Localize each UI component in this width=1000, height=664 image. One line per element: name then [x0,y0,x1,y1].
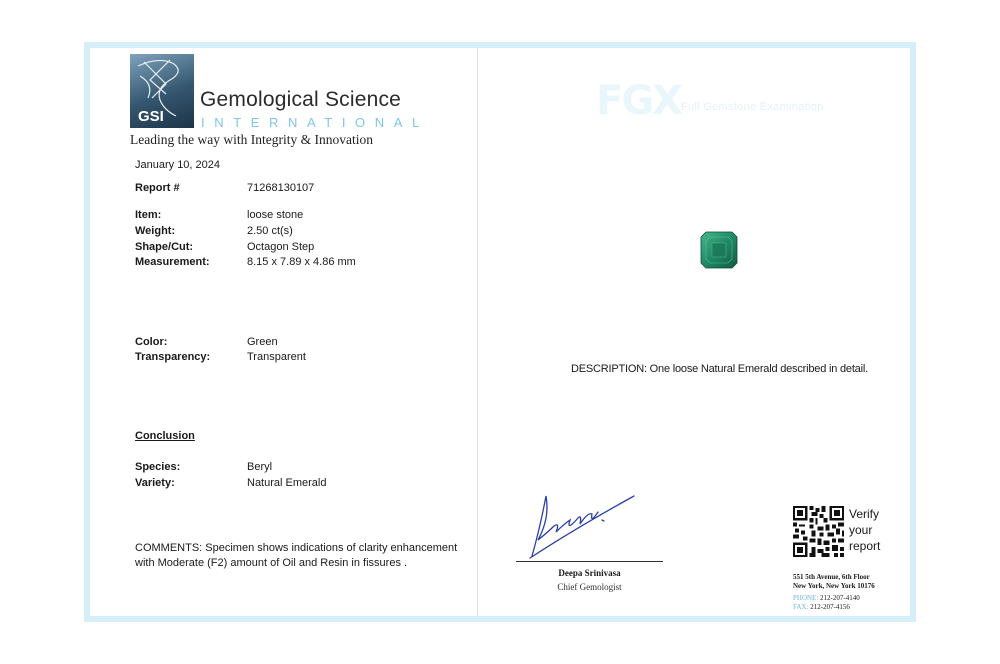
measurement-label: Measurement: [135,256,210,268]
address-line-2: New York, New York 10176 [793,582,875,590]
color-value: Green [247,336,278,348]
measurement-value: 8.15 x 7.89 x 4.86 mm [247,256,356,268]
fgx-watermark-subtitle: Full Gemstone Examination [681,101,824,113]
signature-icon [526,488,638,560]
lab-name: Gemological Science [200,88,402,111]
item-label: Item: [135,209,162,221]
variety-value: Natural Emerald [247,477,327,489]
transparency-value: Transparent [247,351,306,363]
species-label: Species: [135,461,181,473]
variety-label: Variety: [135,477,175,489]
item-value: loose stone [247,209,304,221]
verify-report-text[interactable] [849,506,880,554]
signer-title: Chief Gemologist [557,582,622,592]
phone-label: PHONE: [793,594,819,602]
fax-line [793,603,850,612]
description-text: DESCRIPTION: One loose Natural Emerald described in detail. [571,363,868,375]
phone-number: 212-207-4140 [820,594,860,602]
your-word: your [849,523,873,537]
gsi-mark: GSI [138,108,164,125]
address-line-1: 551 5th Avenue, 6th Floor [793,573,870,581]
fgx-watermark-logo: FGX [596,78,681,124]
signer-name: Deepa Srinivasa [558,568,621,578]
report-number-value: 71268130107 [247,182,315,194]
page-divider [477,48,478,616]
report-word: report [849,539,881,553]
transparency-label: Transparency: [135,351,211,363]
report-number-label: Report # [135,182,180,194]
qr-code-icon[interactable] [793,506,844,557]
weight-value: 2.50 ct(s) [247,225,293,237]
lab-international: INTERNATIONAL [201,115,429,130]
shape-value: Octagon Step [247,241,315,253]
emerald-photo [700,231,738,269]
fax-number: 212-207-4156 [810,603,850,611]
species-value: Beryl [247,461,273,473]
gsi-logo-icon [130,54,194,128]
report-date: January 10, 2024 [135,159,221,171]
weight-label: Weight: [135,225,176,237]
signature-line [516,561,663,562]
lab-tagline: Leading the way with Integrity & Innovation [130,132,373,147]
shape-label: Shape/Cut: [135,241,194,253]
phone-line [793,594,860,603]
fax-label: FAX: [793,603,809,611]
conclusion-heading: Conclusion [135,430,195,442]
color-label: Color: [135,336,168,348]
verify-word: Verify [849,507,880,521]
comments-text: COMMENTS: Specimen shows indications of clarity enhancement with Moderate (F2) amount of Oil and Resin in fissures . [135,542,458,569]
